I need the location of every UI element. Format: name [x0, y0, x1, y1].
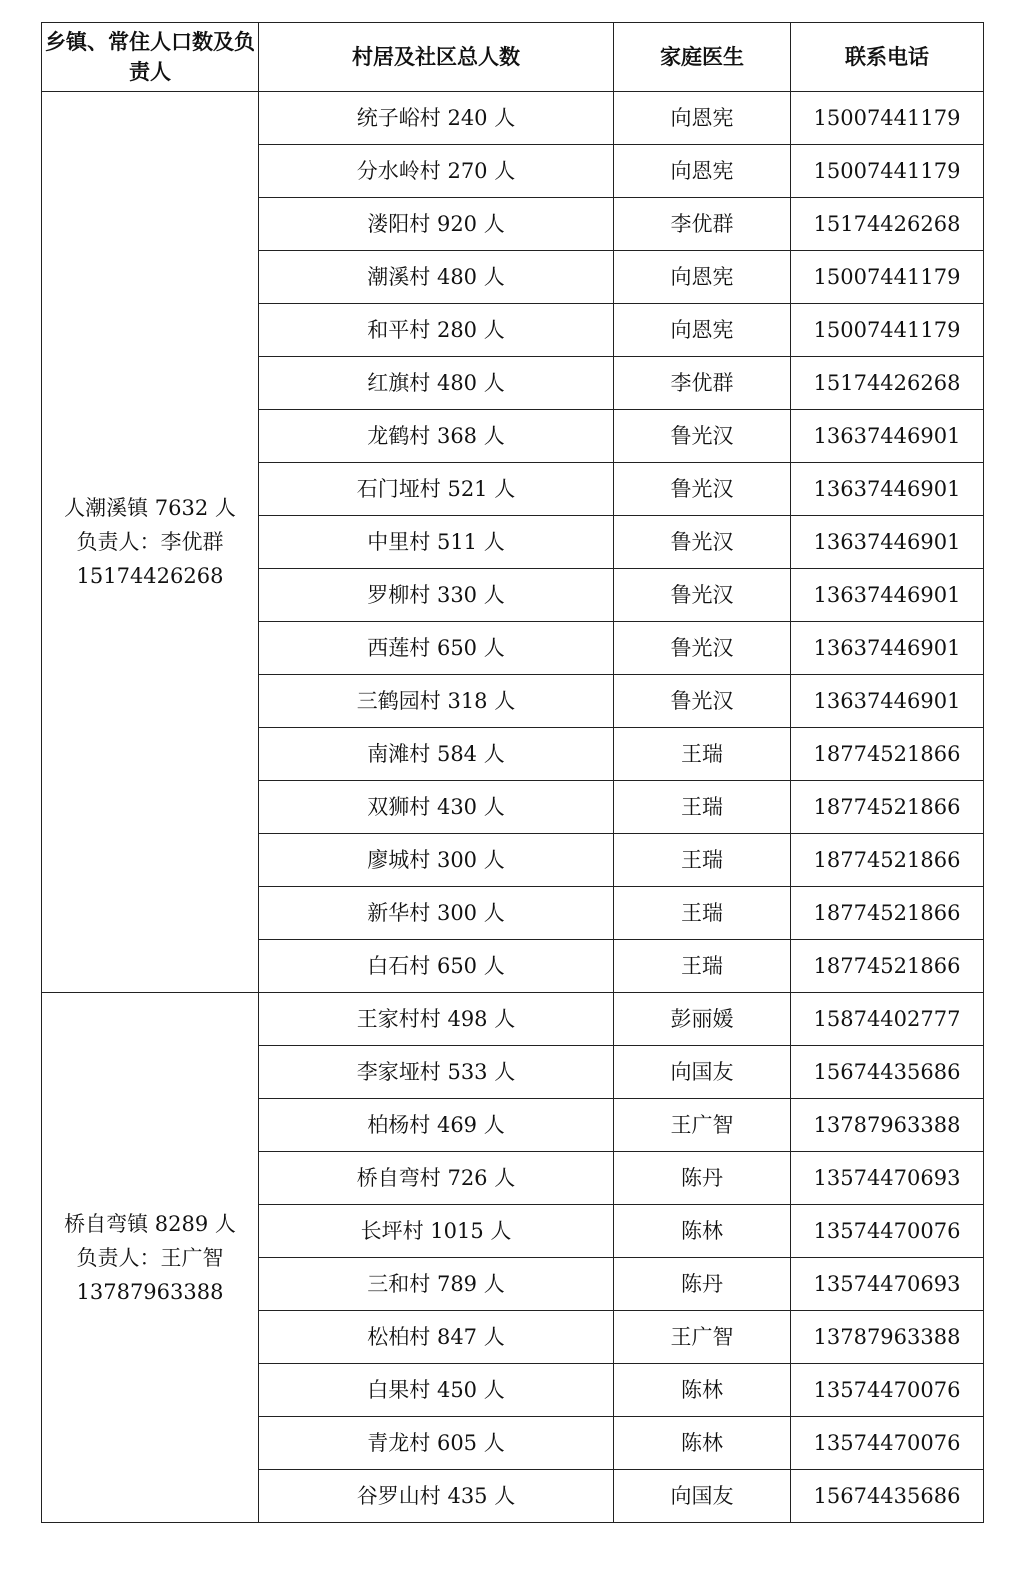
phone-cell: 13637446901: [791, 569, 984, 622]
village-cell: 谷罗山村 435 人: [259, 1470, 614, 1523]
doctor-cell: 向恩宪: [614, 145, 791, 198]
header-village: 村居及社区总人数: [259, 23, 614, 92]
doctor-cell: 王瑞: [614, 728, 791, 781]
village-cell: 廖城村 300 人: [259, 834, 614, 887]
phone-cell: 13574470693: [791, 1152, 984, 1205]
doctor-cell: 陈丹: [614, 1152, 791, 1205]
doctor-cell: 向恩宪: [614, 251, 791, 304]
village-cell: 石门垭村 521 人: [259, 463, 614, 516]
doctor-contact-table: [41, 22, 984, 1523]
village-cell: 罗柳村 330 人: [259, 569, 614, 622]
village-cell: 双狮村 430 人: [259, 781, 614, 834]
phone-cell: 13787963388: [791, 1099, 984, 1152]
header-phone: 联系电话: [791, 23, 984, 92]
phone-cell: 13637446901: [791, 516, 984, 569]
header-town: 乡镇、常住人口数及负责人: [42, 23, 259, 92]
phone-cell: 15174426268: [791, 357, 984, 410]
phone-cell: 18774521866: [791, 834, 984, 887]
phone-cell: 15007441179: [791, 92, 984, 145]
town-cell: [42, 993, 259, 1523]
village-cell: 松柏村 847 人: [259, 1311, 614, 1364]
phone-cell: 18774521866: [791, 887, 984, 940]
phone-cell: 13574470076: [791, 1205, 984, 1258]
doctor-cell: 王瑞: [614, 940, 791, 993]
village-cell: 红旗村 480 人: [259, 357, 614, 410]
doctor-cell: 鲁光汉: [614, 569, 791, 622]
village-cell: 分水岭村 270 人: [259, 145, 614, 198]
doctor-cell: 鲁光汉: [614, 622, 791, 675]
doctor-cell: 王瑞: [614, 887, 791, 940]
doctor-cell: 陈丹: [614, 1258, 791, 1311]
phone-cell: 18774521866: [791, 781, 984, 834]
doctor-cell: 向恩宪: [614, 304, 791, 357]
phone-cell: 15007441179: [791, 251, 984, 304]
phone-cell: 15174426268: [791, 198, 984, 251]
doctor-cell: 鲁光汉: [614, 516, 791, 569]
doctor-cell: 鲁光汉: [614, 675, 791, 728]
doctor-cell: 彭丽媛: [614, 993, 791, 1046]
village-cell: 柏杨村 469 人: [259, 1099, 614, 1152]
table-body: [42, 92, 984, 1523]
doctor-cell: 向国友: [614, 1470, 791, 1523]
header-doctor: 家庭医生: [614, 23, 791, 92]
village-cell: 新华村 300 人: [259, 887, 614, 940]
town-name: 人潮溪镇 7632 人: [64, 496, 236, 520]
village-cell: 白果村 450 人: [259, 1364, 614, 1417]
town-cell: [42, 92, 259, 993]
village-cell: 王家村村 498 人: [259, 993, 614, 1046]
phone-cell: 15674435686: [791, 1470, 984, 1523]
phone-cell: 18774521866: [791, 940, 984, 993]
town-leader-phone: 13787963388: [76, 1279, 224, 1304]
table-row: [42, 92, 984, 145]
phone-cell: 13637446901: [791, 675, 984, 728]
doctor-cell: 王广智: [614, 1099, 791, 1152]
phone-cell: 13574470076: [791, 1417, 984, 1470]
village-cell: 长坪村 1015 人: [259, 1205, 614, 1258]
table-header-row: [42, 23, 984, 92]
town-name: 桥自弯镇 8289 人: [64, 1211, 236, 1236]
doctor-cell: 王瑞: [614, 781, 791, 834]
village-cell: 龙鹤村 368 人: [259, 410, 614, 463]
village-cell: 三和村 789 人: [259, 1258, 614, 1311]
village-cell: 中里村 511 人: [259, 516, 614, 569]
phone-cell: 13787963388: [791, 1311, 984, 1364]
phone-cell: 13637446901: [791, 622, 984, 675]
doctor-cell: 鲁光汉: [614, 410, 791, 463]
village-cell: 三鹤园村 318 人: [259, 675, 614, 728]
doctor-cell: 向恩宪: [614, 92, 791, 145]
village-cell: 统子峪村 240 人: [259, 92, 614, 145]
phone-cell: 13637446901: [791, 410, 984, 463]
doctor-cell: 陈林: [614, 1364, 791, 1417]
phone-cell: 15007441179: [791, 304, 984, 357]
village-cell: 溇阳村 920 人: [259, 198, 614, 251]
town-leader: 负责人：李优群: [76, 530, 224, 554]
phone-cell: 15874402777: [791, 993, 984, 1046]
village-cell: 桥自弯村 726 人: [259, 1152, 614, 1205]
phone-cell: 13637446901: [791, 463, 984, 516]
phone-cell: 13574470693: [791, 1258, 984, 1311]
village-cell: 青龙村 605 人: [259, 1417, 614, 1470]
village-cell: 潮溪村 480 人: [259, 251, 614, 304]
town-leader-phone: 15174426268: [76, 564, 224, 588]
doctor-cell: 鲁光汉: [614, 463, 791, 516]
doctor-cell: 李优群: [614, 357, 791, 410]
village-cell: 李家垭村 533 人: [259, 1046, 614, 1099]
village-cell: 和平村 280 人: [259, 304, 614, 357]
doctor-cell: 陈林: [614, 1205, 791, 1258]
phone-cell: 13574470076: [791, 1364, 984, 1417]
table-row: [42, 993, 984, 1046]
village-cell: 白石村 650 人: [259, 940, 614, 993]
doctor-cell: 王瑞: [614, 834, 791, 887]
village-cell: 西莲村 650 人: [259, 622, 614, 675]
doctor-cell: 陈林: [614, 1417, 791, 1470]
village-cell: 南滩村 584 人: [259, 728, 614, 781]
phone-cell: 18774521866: [791, 728, 984, 781]
doctor-cell: 王广智: [614, 1311, 791, 1364]
doctor-cell: 向国友: [614, 1046, 791, 1099]
phone-cell: 15674435686: [791, 1046, 984, 1099]
town-leader: 负责人：王广智: [76, 1245, 224, 1270]
doctor-cell: 李优群: [614, 198, 791, 251]
phone-cell: 15007441179: [791, 145, 984, 198]
